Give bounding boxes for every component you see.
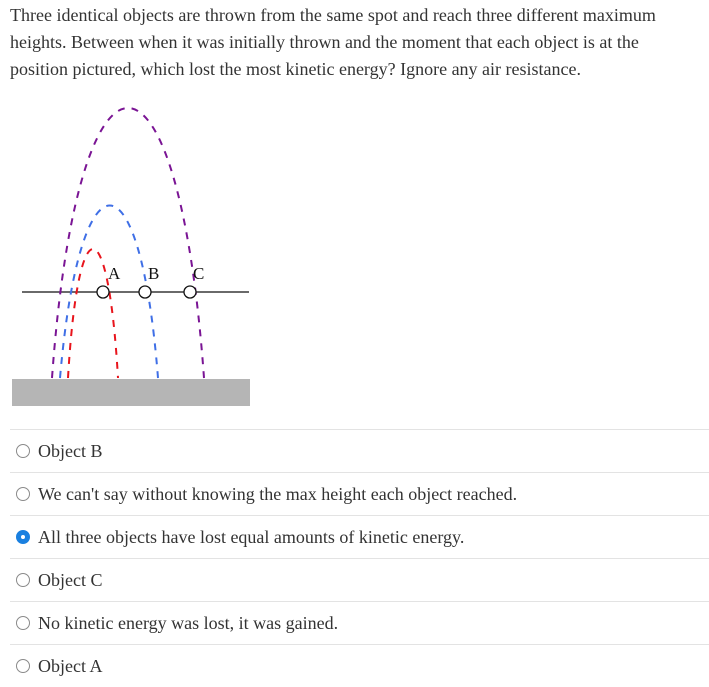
- option-label: All three objects have lost equal amounts of kinetic energy.: [38, 527, 465, 547]
- option-label: Object A: [38, 656, 103, 676]
- radio-button[interactable]: [16, 444, 30, 458]
- option-label: We can't say without knowing the max height each object reached.: [38, 484, 518, 504]
- radio-button-selected[interactable]: [16, 530, 30, 544]
- radio-button[interactable]: [16, 573, 30, 587]
- object-c-marker: [184, 286, 196, 298]
- option-no-loss[interactable]: [10, 601, 709, 644]
- radio-button[interactable]: [16, 616, 30, 630]
- option-object-b[interactable]: [10, 429, 709, 472]
- question-text: Three identical objects are thrown from the same spot and reach three different maximum heights. Between when it was initially thrown and the moment that each object is at the position pictured, which lost the most kinetic energy? Ignore any air resistance.: [10, 5, 656, 79]
- option-object-a[interactable]: [10, 644, 709, 687]
- label-c: C: [193, 264, 205, 283]
- option-label: No kinetic energy was lost, it was gained.: [38, 613, 339, 633]
- radio-button[interactable]: [16, 659, 30, 673]
- option-cant-say[interactable]: [10, 472, 709, 515]
- label-a: A: [108, 264, 121, 283]
- trajectory-figure: [0, 88, 260, 410]
- object-a-marker: [97, 286, 109, 298]
- ground: [12, 379, 250, 406]
- radio-button[interactable]: [16, 487, 30, 501]
- trajectory-c: [52, 108, 204, 378]
- object-b-marker: [139, 286, 151, 298]
- option-label: Object B: [38, 441, 103, 461]
- option-label: Object C: [38, 570, 103, 590]
- label-b: B: [148, 264, 160, 283]
- trajectory-diagram: [0, 88, 260, 410]
- option-all-equal[interactable]: [10, 515, 709, 558]
- answer-options: [10, 429, 709, 687]
- option-object-c[interactable]: [10, 558, 709, 601]
